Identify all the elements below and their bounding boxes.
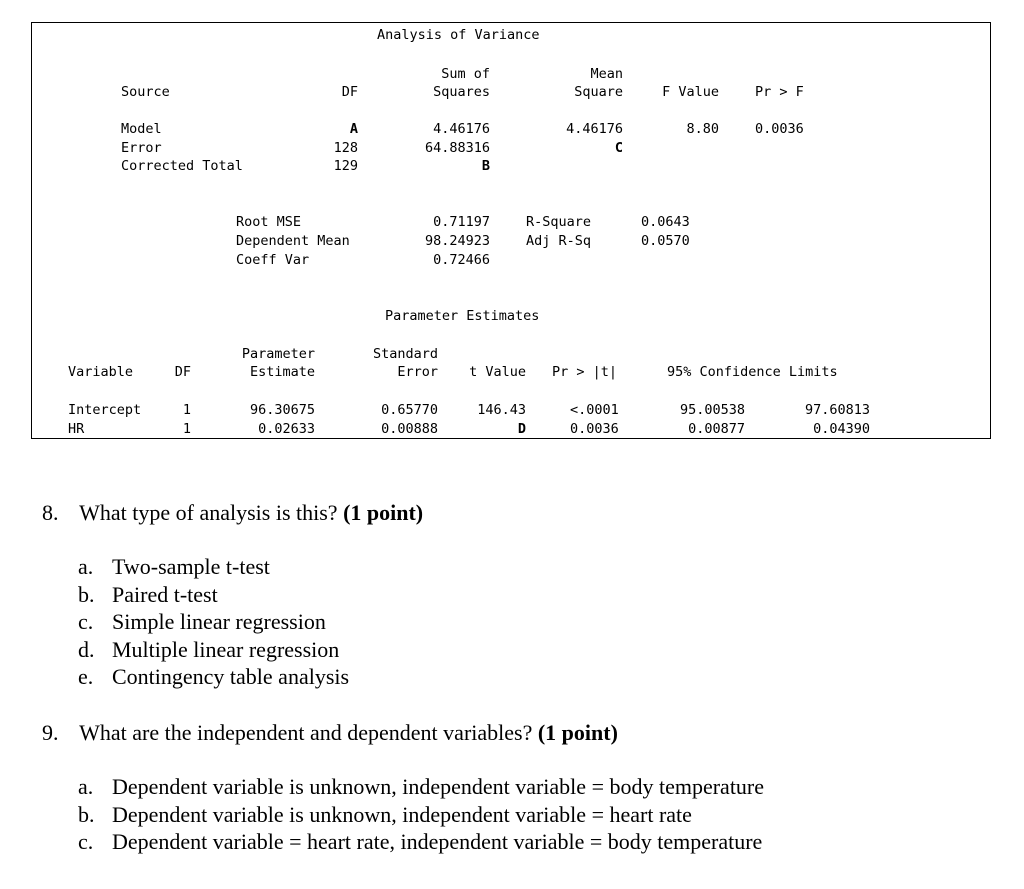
params-header-estimate: Estimate: [249, 364, 315, 380]
anova-ms-model: 4.46176: [566, 121, 623, 137]
q9-option-a: [78, 774, 764, 800]
fit-coeff-var-label: Coeff Var: [236, 252, 310, 268]
params-variable-intercept: Intercept: [68, 402, 142, 418]
question-9: [42, 720, 618, 746]
q9-option-a-text: Dependent variable is unknown, independent variable = body temperature: [112, 774, 765, 799]
q8-option-b-letter: b.: [78, 582, 95, 607]
params-lcl-hr: 0.00877: [688, 421, 745, 437]
anova-header-square: Square: [574, 84, 623, 100]
anova-p-model: 0.0036: [755, 121, 804, 137]
q8-option-e-letter: e.: [78, 664, 94, 689]
q9-option-a-letter: a.: [78, 774, 94, 799]
params-title: Parameter Estimates: [385, 308, 540, 324]
q8-option-e: [78, 664, 349, 690]
question-9-text: What are the independent and dependent variables?: [79, 720, 533, 745]
question-9-number: 9.: [42, 720, 59, 745]
anova-ms-error: C: [614, 140, 623, 156]
anova-source-total: Corrected Total: [121, 158, 243, 174]
fit-root-mse: 0.71197: [433, 214, 490, 230]
params-header-pr-t: Pr > |t|: [552, 364, 618, 380]
params-df-intercept: 1: [182, 402, 191, 418]
q8-option-b: [78, 582, 218, 608]
anova-header-df: DF: [341, 84, 358, 100]
params-header-variable: Variable: [68, 364, 134, 380]
anova-header-f-value: F Value: [662, 84, 719, 100]
question-9-points: (1 point): [537, 720, 618, 745]
params-lcl-intercept: 95.00538: [679, 402, 745, 418]
q8-option-a: [78, 554, 270, 580]
q8-option-a-text: Two-sample t-test: [112, 554, 270, 579]
q8-option-a-letter: a.: [78, 554, 94, 579]
params-estimate-hr: 0.02633: [258, 421, 315, 437]
anova-ss-total: B: [481, 158, 490, 174]
params-header-error: Error: [397, 364, 438, 380]
anova-header-sum-of: Sum of: [441, 66, 490, 82]
fit-coeff-var: 0.72466: [433, 252, 490, 268]
fit-adj-rsq: 0.0570: [641, 233, 690, 249]
q8-option-c-letter: c.: [78, 609, 94, 634]
q8-option-b-text: Paired t-test: [112, 582, 218, 607]
anova-ss-model: 4.46176: [433, 121, 490, 137]
params-ucl-hr: 0.04390: [813, 421, 870, 437]
anova-source-model: Model: [121, 121, 162, 137]
q9-option-b: [78, 802, 692, 828]
fit-dep-mean-label: Dependent Mean: [236, 233, 350, 249]
fit-dep-mean: 98.24923: [424, 233, 490, 249]
anova-df-error: 128: [333, 140, 358, 156]
anova-header-squares: Squares: [433, 84, 490, 100]
params-t-hr: D: [517, 421, 526, 437]
q9-option-b-letter: b.: [78, 802, 95, 827]
params-header-parameter: Parameter: [241, 346, 315, 362]
fit-rsq-label: R-Square: [526, 214, 592, 230]
params-header-df: DF: [174, 364, 191, 380]
fit-rsq: 0.0643: [641, 214, 690, 230]
params-header-t-value: t Value: [469, 364, 526, 380]
q9-option-c: [78, 829, 762, 855]
fit-root-mse-label: Root MSE: [236, 214, 302, 230]
q8-option-d: [78, 637, 339, 663]
anova-f-model: 8.80: [686, 121, 719, 137]
q8-option-d-letter: d.: [78, 637, 95, 662]
question-8-number: 8.: [42, 500, 59, 525]
params-se-intercept: 0.65770: [381, 402, 438, 418]
anova-ss-error: 64.88316: [424, 140, 490, 156]
anova-header-mean: Mean: [590, 66, 623, 82]
question-8-points: (1 point): [343, 500, 424, 525]
params-df-hr: 1: [182, 421, 191, 437]
fit-adj-rsq-label: Adj R-Sq: [526, 233, 592, 249]
params-ucl-intercept: 97.60813: [804, 402, 870, 418]
q8-option-e-text: Contingency table analysis: [112, 664, 350, 689]
params-t-intercept: 146.43: [477, 402, 526, 418]
params-p-intercept: <.0001: [570, 402, 619, 418]
anova-source-error: Error: [121, 140, 162, 156]
question-8: [42, 500, 423, 526]
anova-header-source: Source: [121, 84, 170, 100]
q9-option-c-text: Dependent variable = heart rate, independent variable = body temperature: [112, 829, 763, 854]
anova-df-model: A: [349, 121, 358, 137]
q8-option-d-text: Multiple linear regression: [112, 637, 340, 662]
q9-option-c-letter: c.: [78, 829, 94, 854]
params-estimate-intercept: 96.30675: [249, 402, 315, 418]
params-header-ci: 95% Confidence Limits: [667, 364, 838, 380]
anova-title: Analysis of Variance: [377, 27, 540, 43]
q9-option-b-text: Dependent variable is unknown, independent variable = heart rate: [112, 802, 692, 827]
params-se-hr: 0.00888: [381, 421, 438, 437]
q8-option-c-text: Simple linear regression: [112, 609, 326, 634]
params-p-hr: 0.0036: [570, 421, 619, 437]
question-8-text: What type of analysis is this?: [79, 500, 338, 525]
anova-df-total: 129: [333, 158, 358, 174]
q8-option-c: [78, 609, 326, 635]
params-header-standard: Standard: [372, 346, 438, 362]
anova-header-pr-f: Pr > F: [755, 84, 804, 100]
params-variable-hr: HR: [68, 421, 85, 437]
